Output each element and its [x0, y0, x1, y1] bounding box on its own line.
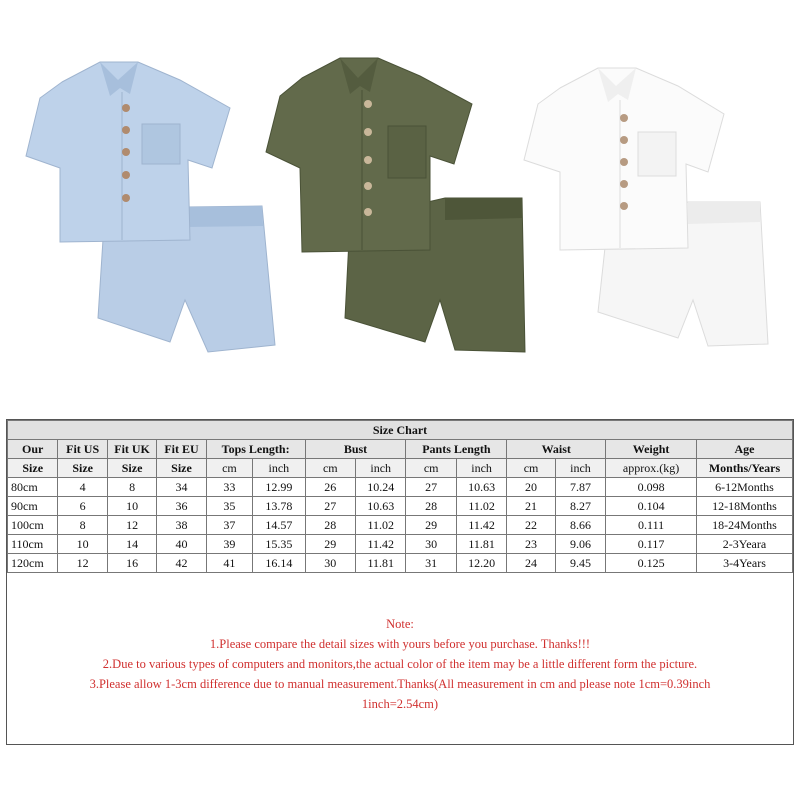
- cell-tops-inch: 12.99: [253, 478, 305, 497]
- note-line-2: 2.Due to various types of computers and monitors,the actual color of the item may be a little different form the picture.: [102, 657, 698, 671]
- subheader-weight-unit: approx.(kg): [606, 459, 697, 478]
- cell-uk: 16: [107, 554, 156, 573]
- table-row: [8, 516, 793, 535]
- note-line-4: 1inch=2.54cm): [361, 697, 439, 711]
- table-row: [8, 535, 793, 554]
- cell-our-size: 90cm: [8, 497, 58, 516]
- subheader-uk-size: Size: [107, 459, 156, 478]
- cell-pants-cm: 30: [406, 535, 456, 554]
- cell-pants-cm: 31: [406, 554, 456, 573]
- size-chart-title: Size Chart: [8, 421, 793, 440]
- size-chart: [6, 419, 794, 745]
- cell-tops-inch: 13.78: [253, 497, 305, 516]
- cell-waist-cm: 24: [507, 554, 555, 573]
- header-tops-length: Tops Length:: [206, 440, 305, 459]
- subheader-tops-cm: cm: [206, 459, 252, 478]
- blue-set-image: [26, 62, 275, 352]
- cell-bust-cm: 29: [305, 535, 355, 554]
- cell-uk: 12: [107, 516, 156, 535]
- table-row: [8, 554, 793, 573]
- note-title: Note:: [386, 617, 414, 631]
- cell-bust-cm: 26: [305, 478, 355, 497]
- cell-us: 10: [58, 535, 107, 554]
- cell-our-size: 80cm: [8, 478, 58, 497]
- cell-waist-inch: 8.27: [555, 497, 605, 516]
- cell-our-size: 110cm: [8, 535, 58, 554]
- cell-tops-cm: 33: [206, 478, 252, 497]
- cell-bust-inch: 11.81: [356, 554, 406, 573]
- cell-waist-cm: 20: [507, 478, 555, 497]
- cell-weight: 0.104: [606, 497, 697, 516]
- cell-eu: 38: [157, 516, 206, 535]
- cell-uk: 14: [107, 535, 156, 554]
- cell-uk: 10: [107, 497, 156, 516]
- note-line-1: 1.Please compare the detail sizes with yours before you purchase. Thanks!!!: [209, 637, 591, 651]
- cell-waist-inch: 8.66: [555, 516, 605, 535]
- cell-waist-inch: 9.06: [555, 535, 605, 554]
- header-bust: Bust: [305, 440, 406, 459]
- subheader-waist-inch: inch: [555, 459, 605, 478]
- header-pants-length: Pants Length: [406, 440, 507, 459]
- olive-set-image: [266, 58, 525, 352]
- cell-waist-inch: 7.87: [555, 478, 605, 497]
- cell-tops-inch: 15.35: [253, 535, 305, 554]
- cell-us: 4: [58, 478, 107, 497]
- cell-waist-cm: 23: [507, 535, 555, 554]
- subheader-age-unit: Months/Years: [696, 459, 792, 478]
- subheader-pants-cm: cm: [406, 459, 456, 478]
- cell-bust-cm: 28: [305, 516, 355, 535]
- header-fit-uk: Fit UK: [107, 440, 156, 459]
- cell-bust-inch: 10.24: [356, 478, 406, 497]
- cell-bust-cm: 30: [305, 554, 355, 573]
- size-note: [7, 614, 793, 714]
- subheader-our-size: Size: [8, 459, 58, 478]
- cell-our-size: 120cm: [8, 554, 58, 573]
- subheader-waist-cm: cm: [507, 459, 555, 478]
- cell-bust-cm: 27: [305, 497, 355, 516]
- white-set-image: [524, 68, 768, 346]
- cell-pants-inch: 11.02: [456, 497, 506, 516]
- cell-tops-cm: 39: [206, 535, 252, 554]
- cell-age: 12-18Months: [696, 497, 792, 516]
- header-waist: Waist: [507, 440, 606, 459]
- cell-eu: 42: [157, 554, 206, 573]
- cell-bust-inch: 11.02: [356, 516, 406, 535]
- cell-tops-cm: 37: [206, 516, 252, 535]
- cell-eu: 40: [157, 535, 206, 554]
- cell-pants-inch: 11.81: [456, 535, 506, 554]
- cell-age: 2-3Yeara: [696, 535, 792, 554]
- subheader-pants-inch: inch: [456, 459, 506, 478]
- cell-weight: 0.117: [606, 535, 697, 554]
- cell-eu: 36: [157, 497, 206, 516]
- cell-our-size: 100cm: [8, 516, 58, 535]
- cell-age: 18-24Months: [696, 516, 792, 535]
- table-row: [8, 497, 793, 516]
- cell-bust-inch: 11.42: [356, 535, 406, 554]
- cell-waist-cm: 22: [507, 516, 555, 535]
- subheader-us-size: Size: [58, 459, 107, 478]
- header-age: Age: [696, 440, 792, 459]
- cell-weight: 0.111: [606, 516, 697, 535]
- subheader-tops-inch: inch: [253, 459, 305, 478]
- cell-pants-cm: 29: [406, 516, 456, 535]
- subheader-bust-inch: inch: [356, 459, 406, 478]
- cell-age: 6-12Months: [696, 478, 792, 497]
- cell-eu: 34: [157, 478, 206, 497]
- cell-tops-inch: 14.57: [253, 516, 305, 535]
- cell-tops-cm: 41: [206, 554, 252, 573]
- header-fit-eu: Fit EU: [157, 440, 206, 459]
- subheader-eu-size: Size: [157, 459, 206, 478]
- cell-pants-inch: 11.42: [456, 516, 506, 535]
- cell-tops-inch: 16.14: [253, 554, 305, 573]
- cell-weight: 0.125: [606, 554, 697, 573]
- cell-tops-cm: 35: [206, 497, 252, 516]
- subheader-bust-cm: cm: [305, 459, 355, 478]
- cell-bust-inch: 10.63: [356, 497, 406, 516]
- header-our: Our: [8, 440, 58, 459]
- cell-age: 3-4Years: [696, 554, 792, 573]
- cell-pants-cm: 28: [406, 497, 456, 516]
- cell-us: 12: [58, 554, 107, 573]
- header-weight: Weight: [606, 440, 697, 459]
- cell-waist-inch: 9.45: [555, 554, 605, 573]
- cell-uk: 8: [107, 478, 156, 497]
- cell-pants-inch: 12.20: [456, 554, 506, 573]
- table-row: [8, 478, 793, 497]
- cell-waist-cm: 21: [507, 497, 555, 516]
- header-fit-us: Fit US: [58, 440, 107, 459]
- cell-pants-inch: 10.63: [456, 478, 506, 497]
- cell-us: 6: [58, 497, 107, 516]
- size-chart-table: [7, 420, 793, 573]
- cell-pants-cm: 27: [406, 478, 456, 497]
- cell-weight: 0.098: [606, 478, 697, 497]
- note-line-3: 3.Please allow 1-3cm difference due to manual measurement.Thanks(All measurement in cm and please note 1cm=0.39inch: [89, 677, 711, 691]
- cell-us: 8: [58, 516, 107, 535]
